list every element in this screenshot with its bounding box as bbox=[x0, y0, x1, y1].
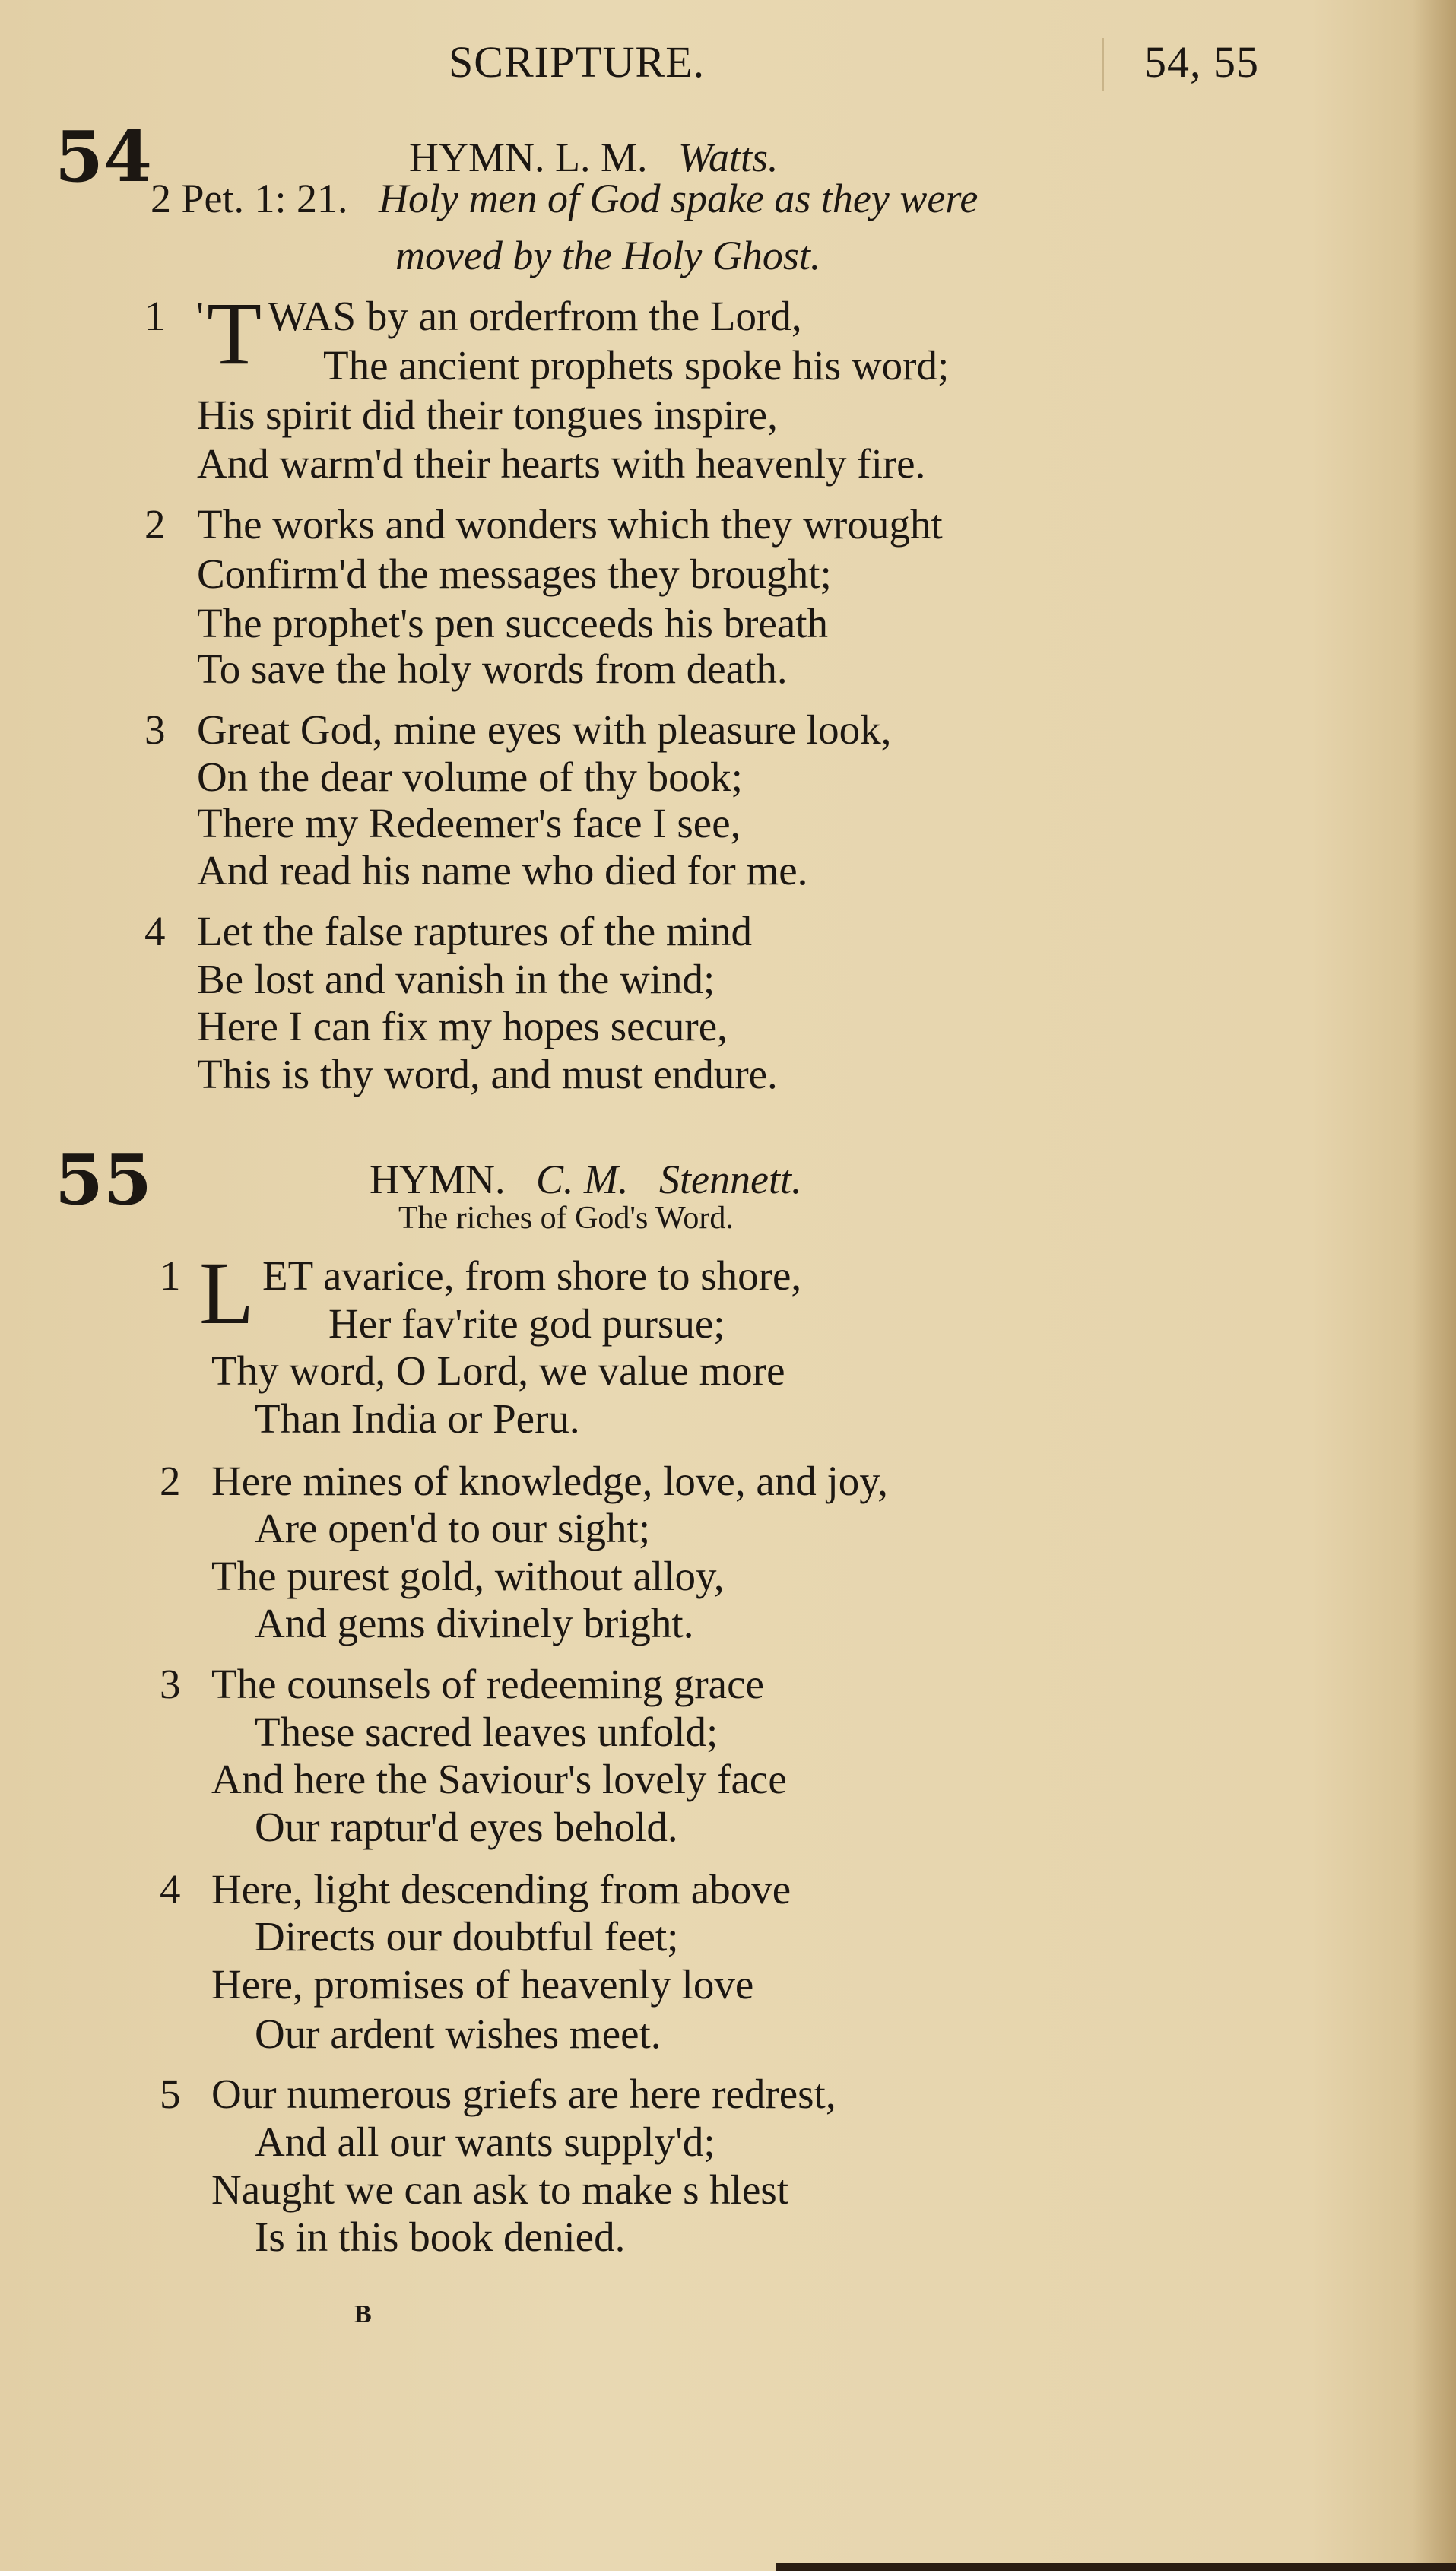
verse-number: 3 bbox=[144, 706, 166, 753]
hymn-author: Stennett. bbox=[659, 1157, 802, 1202]
page-numbers: 54, 55 bbox=[1144, 37, 1259, 87]
verse-line: And read his name who died for me. bbox=[197, 847, 808, 894]
verse-line: Naught we can ask to make s hlest bbox=[211, 2166, 789, 2213]
verse-line: Here I can fix my hopes secure, bbox=[197, 1003, 728, 1049]
verse-line: The prophet's pen succeeds his breath bbox=[197, 600, 829, 646]
verse-line: There my Redeemer's face I see, bbox=[197, 800, 741, 846]
verse-number: 2 bbox=[160, 1458, 181, 1504]
verse-line: WAS by an orderfrom the Lord, bbox=[268, 293, 802, 339]
verse-line: The ancient prophets spoke his word; bbox=[323, 342, 950, 389]
verse-line: Are open'd to our sight; bbox=[255, 1505, 651, 1551]
verse-line: And gems divinely bright. bbox=[255, 1600, 694, 1646]
scripture-text: Holy men of God spake as they were bbox=[379, 176, 979, 221]
drop-cap: L bbox=[199, 1243, 255, 1343]
hymn-heading bbox=[370, 1156, 801, 1203]
verse-number: 5 bbox=[160, 2071, 181, 2117]
verse-line: To save the holy words from death. bbox=[197, 646, 788, 692]
verse-line: Here, promises of heavenly love bbox=[211, 1961, 754, 2008]
verse-line: Be lost and vanish in the wind; bbox=[197, 956, 715, 1002]
page-edge-shadow bbox=[776, 2563, 1456, 2571]
verse-number: 4 bbox=[160, 1866, 181, 1912]
hymn-label: HYMN. bbox=[370, 1157, 506, 1202]
verse-line: Thy word, O Lord, we value more bbox=[211, 1347, 785, 1394]
hymn-author: Watts. bbox=[678, 135, 779, 180]
verse-line: Here, light descending from above bbox=[211, 1866, 791, 1912]
verse-line: And all our wants supply'd; bbox=[255, 2119, 715, 2165]
header-divider bbox=[1102, 38, 1104, 91]
hymn-number: 54 bbox=[55, 116, 153, 198]
scripture-reference: 2 Pet. 1: 21. bbox=[151, 176, 348, 221]
verse-line: Directs our doubtful feet; bbox=[255, 1913, 679, 1960]
verse-line: Our ardent wishes meet. bbox=[255, 2011, 661, 2057]
verse-number: 1 bbox=[160, 1252, 181, 1299]
drop-cap: T bbox=[207, 284, 262, 383]
signature-mark: B bbox=[354, 2300, 372, 2328]
scripture-text-continued: moved by the Holy Ghost. bbox=[395, 233, 821, 278]
verse-line: This is thy word, and must endure. bbox=[197, 1051, 778, 1097]
verse-line: Confirm'd the messages they brought; bbox=[197, 551, 832, 597]
verse-number: 2 bbox=[144, 501, 166, 548]
verse-line: On the dear volume of thy book; bbox=[197, 754, 743, 800]
verse-number: 4 bbox=[144, 908, 166, 954]
hymn-subtitle: The riches of God's Word. bbox=[398, 1201, 734, 1236]
verse-line: Our numerous griefs are here redrest, bbox=[211, 2071, 836, 2117]
hymn-heading bbox=[409, 134, 779, 181]
verse-line: The counsels of redeeming grace bbox=[211, 1661, 764, 1707]
verse-line: Than India or Peru. bbox=[255, 1395, 580, 1442]
verse-line: And warm'd their hearts with heavenly fire. bbox=[197, 440, 926, 487]
hymn-meter: C. M. bbox=[536, 1157, 629, 1202]
verse-line: Her fav'rite god pursue; bbox=[328, 1300, 725, 1347]
scripture-reference-line bbox=[151, 175, 978, 222]
verse-line: And here the Saviour's lovely face bbox=[211, 1756, 787, 1802]
verse-line: Great God, mine eyes with pleasure look, bbox=[197, 706, 892, 753]
verse-line: Our raptur'd eyes behold. bbox=[255, 1804, 678, 1850]
hymn-number: 55 bbox=[55, 1138, 153, 1220]
hymn-meter: HYMN. L. M. bbox=[409, 135, 648, 180]
verse-line: His spirit did their tongues inspire, bbox=[197, 392, 778, 438]
running-header-title: SCRIPTURE. bbox=[449, 37, 706, 87]
verse-line: ET avarice, from shore to shore, bbox=[262, 1252, 802, 1299]
verse-line: Here mines of knowledge, love, and joy, bbox=[211, 1458, 888, 1504]
verse-line: The purest gold, without alloy, bbox=[211, 1553, 725, 1599]
verse-line: The works and wonders which they wrought bbox=[197, 501, 943, 548]
verse-line: These sacred leaves unfold; bbox=[255, 1709, 718, 1755]
verse-number: 3 bbox=[160, 1661, 181, 1707]
drop-cap-prefix: ' bbox=[196, 293, 204, 339]
verse-line: Is in this book denied. bbox=[255, 2214, 626, 2260]
verse-number: 1 bbox=[144, 293, 166, 339]
verse-line: Let the false raptures of the mind bbox=[197, 908, 753, 954]
